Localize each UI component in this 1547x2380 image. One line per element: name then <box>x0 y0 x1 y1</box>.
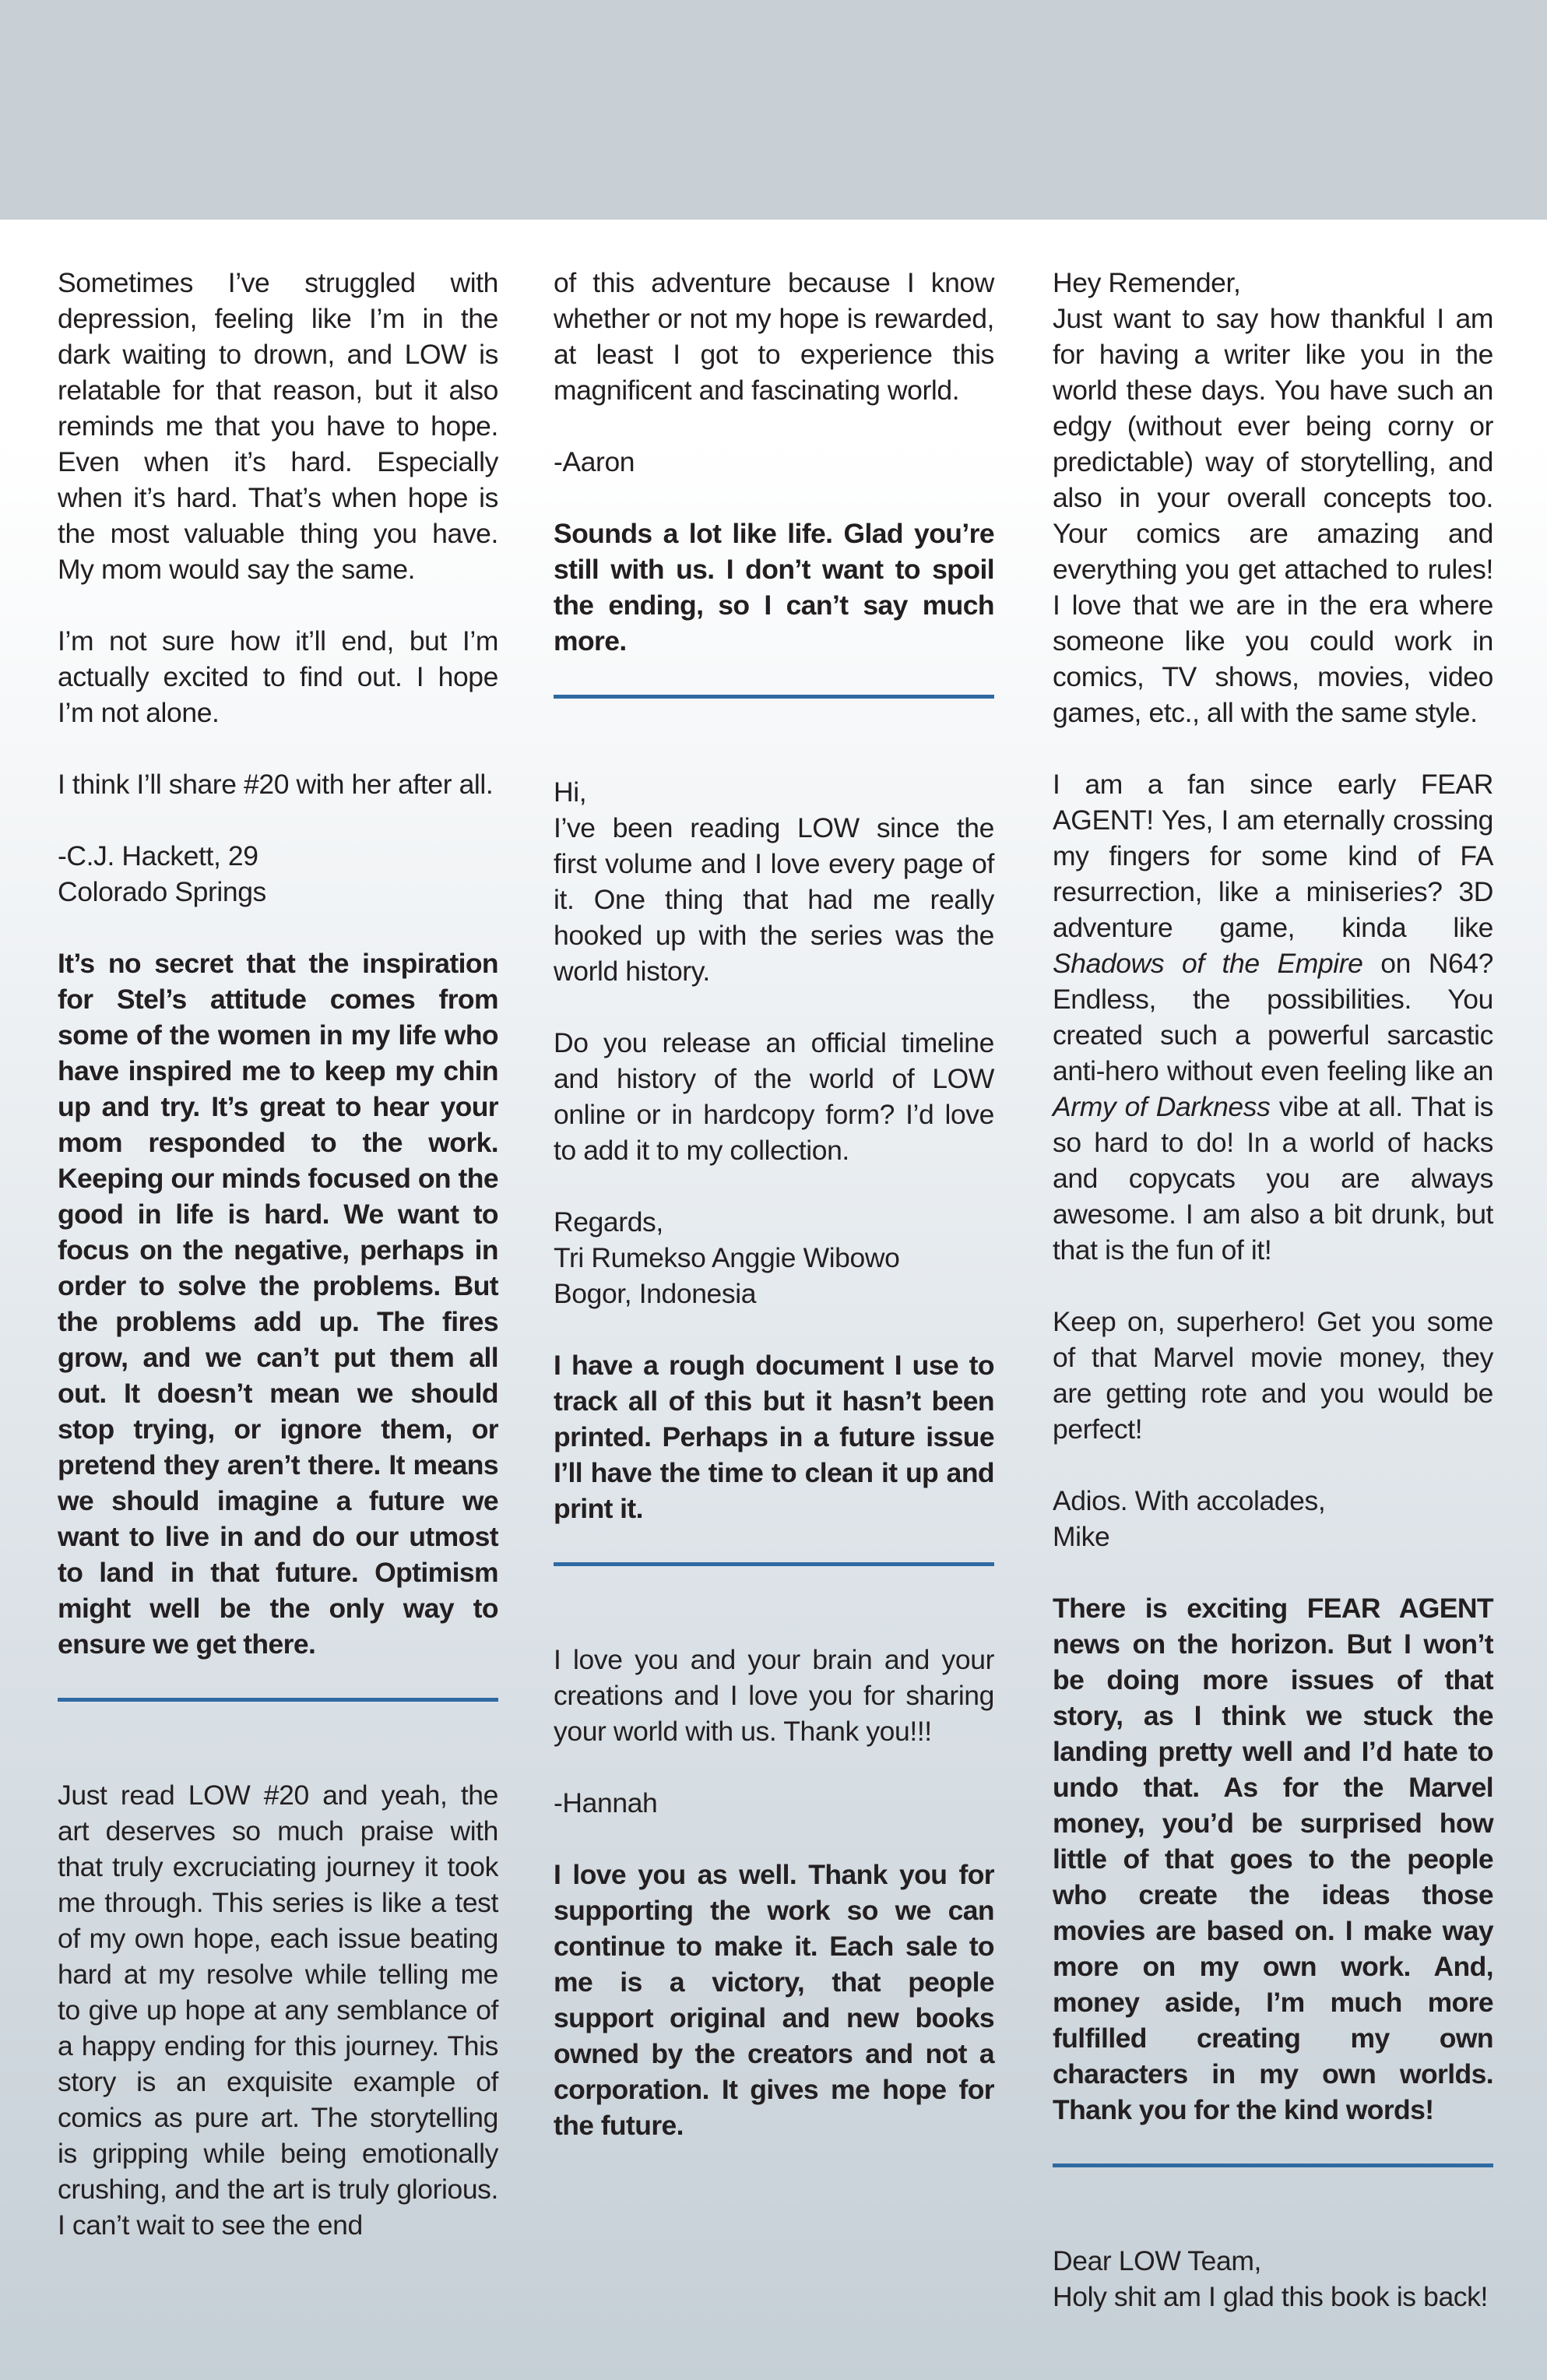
letter-5-signature: Mike <box>1053 1521 1110 1552</box>
letter-5-closing: Adios. With accolades, <box>1053 1485 1326 1516</box>
letter-1-signature-place: Colorado Springs <box>58 876 266 907</box>
column-3 <box>1053 265 1493 2315</box>
reply-2: Sounds a lot like life. Glad you’re still with us. I don’t want to spoil the ending, so I can’t say much more. <box>554 518 994 657</box>
letter-2-paragraph-1: Just read LOW #20 and yeah, the art deserves so much praise with that truly excruciating journey it took me through. This series is like a test of my own hope, each issue beating hard at my resolve while telling me to give up hope at any semblance of a happy ending for this journey. This story is an exquisite example of comics as pure art. The storytelling is gripping while being emotionally crushing, and the art is truly glorious. I can’t wait to see the end <box>58 1780 498 2241</box>
title-army-of-darkness: Army of Darkness <box>1053 1091 1271 1122</box>
letter-3-paragraph-1: I’ve been reading LOW since the first volume and I love every page of it. One thing that had me really hooked up with the series was the world history. <box>554 812 994 987</box>
letter-6-greeting: Dear LOW Team, <box>1053 2245 1261 2276</box>
letter-5-paragraph-2-part-b: on N64? Endless, the possibilities. You created such a powerful sarcastic anti-hero without even feeling like an <box>1053 948 1493 1086</box>
letter-divider-2 <box>554 695 994 699</box>
letter-4-signature: -Hannah <box>554 1787 658 1818</box>
letter-3-paragraph-2: Do you release an official timeline and history of the world of LOW online or in hardcopy form? I’d love to add it to my collection. <box>554 1027 994 1166</box>
letter-divider-3 <box>554 1562 994 1566</box>
letter-5-paragraph-2 <box>1053 766 1493 1268</box>
letter-1-paragraph-1: Sometimes I’ve struggled with depression, feeling like I’m in the dark waiting to drown, and LOW is relatable for that reason, but it also reminds me that you have to hope. Even when it’s hard. Especially when it’s hard. That’s when hope is the most valuable thing you have. My mom would say the same. <box>58 267 498 585</box>
letter-2-signature: -Aaron <box>554 446 635 477</box>
letter-4-paragraph-1: I love you and your brain and your creations and I love you for sharing your world with us. Thank you!!! <box>554 1644 994 1747</box>
letter-3-closing: Regards, <box>554 1206 663 1238</box>
reply-1: It’s no secret that the inspiration for Stel’s attitude comes from some of the women in my life who have inspired me to keep my chin up and try. It’s great to hear your mom responded to the work. Keeping our minds focused on the good in life is hard. We want to focus on the negative, perhaps in order to solve the problems. But the problems add up. The fires grow, and we can’t put them all out. It doesn’t mean we should stop trying, or ignore them, or pretend they aren’t there. It means we should imagine a future we want to live in and do our utmost to land in that future. Optimism might well be the only way to ensure we get there. <box>58 948 498 1660</box>
column-1 <box>58 265 498 2243</box>
letter-2-paragraph-1-continued: of this adventure because I know whether or not my hope is rewarded, at least I got to experience this magnificent and fascinating world. <box>554 267 994 406</box>
reply-4: I love you as well. Thank you for supporting the work so we can continue to make it. Each sale to me is a victory, that people support original and new books owned by the creators and not a corporation. It gives me hope for the future. <box>554 1859 994 2141</box>
letter-5-paragraph-2-part-a: I am a fan since early FEAR AGENT! Yes, I am eternally crossing my fingers for some kind of FA resurrection, like a miniseries? 3D adventure game, kinda like <box>1053 769 1493 943</box>
letter-1-signature-name: -C.J. Hackett, 29 <box>58 840 258 871</box>
letter-5-paragraph-2-part-c: vibe at all. That is so hard to do! In a world of hacks and copycats you are always awesome. I am also a bit drunk, but that is the fun of it! <box>1053 1091 1493 1266</box>
letter-1-paragraph-2: I’m not sure how it’ll end, but I’m actually excited to find out. I hope I’m not alone. <box>58 625 498 728</box>
letter-divider-1 <box>58 1698 498 1702</box>
letter-3-signature-place: Bogor, Indonesia <box>554 1278 757 1309</box>
letter-5-paragraph-3: Keep on, superhero! Get you some of that Marvel movie money, they are getting rote and you would be perfect! <box>1053 1306 1493 1445</box>
letter-1-paragraph-3: I think I’ll share #20 with her after all. <box>58 769 494 800</box>
letter-5-paragraph-1: Just want to say how thankful I am for having a writer like you in the world these days. You have such an edgy (without ever being corny or predictable) way of storytelling, and also in your overall concepts too. Your comics are amazing and everything you get attached to rules! I love that we are in the era where someone like you could work in comics, TV shows, movies, video games, etc., all with the same style. <box>1053 303 1493 728</box>
letter-3-greeting: Hi, <box>554 776 587 808</box>
reply-5: There is exciting FEAR AGENT news on the horizon. But I won’t be doing more issues of that story, as I think we stuck the landing pretty well and I’d hate to undo that. As for the Marvel money, you’d be surprised how little of that goes to the people who create the ideas those movies are based on. I make way more on my own work. And, money aside, I’m much more fulfilled creating my own characters in my own worlds. Thank you for the kind words! <box>1053 1593 1493 2125</box>
reply-3: I have a rough document I use to track all of this but it hasn’t been printed. Perhaps in a future issue I’ll have the time to clean it up and print it. <box>554 1350 994 1524</box>
letter-5-greeting: Hey Remender, <box>1053 267 1241 298</box>
letter-3-signature-name: Tri Rumekso Anggie Wibowo <box>554 1242 900 1273</box>
letter-6-paragraph-1: Holy shit am I glad this book is back! <box>1053 2281 1488 2312</box>
header-band <box>0 0 1547 220</box>
letter-divider-4 <box>1053 2163 1493 2167</box>
column-2 <box>554 265 994 2143</box>
title-shadows-of-the-empire: Shadows of the Empire <box>1053 948 1363 979</box>
